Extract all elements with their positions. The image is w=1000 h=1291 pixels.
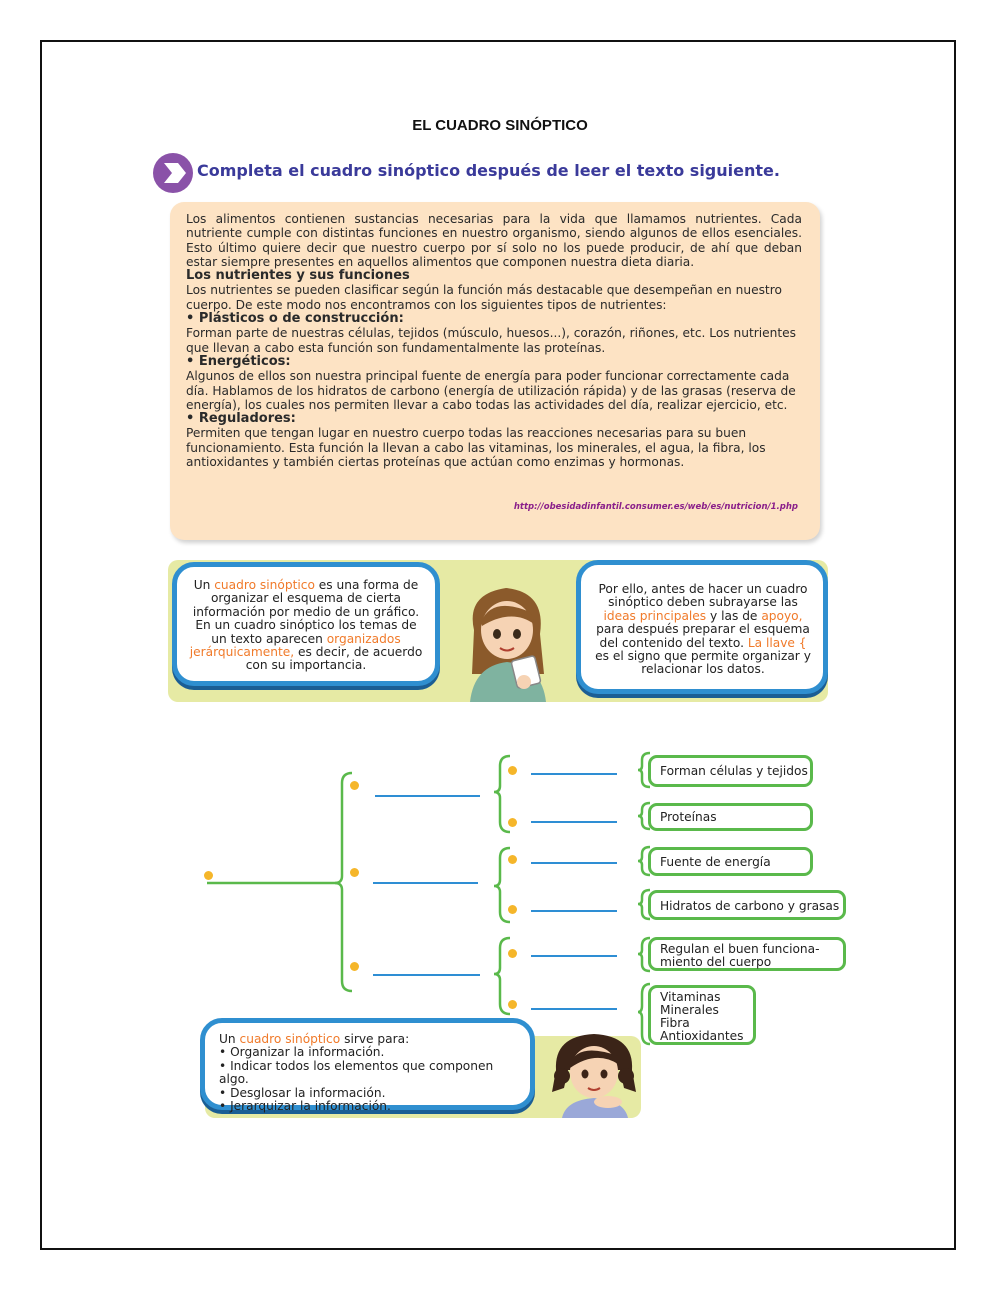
reading-heading: Los nutrientes y sus funciones [186, 268, 410, 284]
bullet-dot [508, 766, 517, 775]
bubble-procedure: Por ello, antes de hacer un cuadro sinóptico deben subrayarse las ideas principales y las de apoyo, para después preparar el esquema del contenido del texto. La llave { es el signo que permite organizar y relacionar los datos. [576, 560, 828, 694]
bullet-dot [204, 871, 213, 880]
answer-line-level2-1[interactable] [531, 773, 617, 775]
answer-line-level2-4[interactable] [531, 910, 617, 912]
answer-line-level2-3[interactable] [531, 862, 617, 864]
box-forman-celulas: Forman células y tejidos [648, 755, 813, 787]
bullet-dot [350, 962, 359, 971]
girl-thinking-illustration [548, 1030, 640, 1118]
answer-line-level2-2[interactable] [531, 821, 617, 823]
bullet-dot [508, 949, 517, 958]
text-energeticos: Algunos de ellos son nuestra principal fuente de energía para poder funcionar correctamente cada día. Hablamos de los hidratos de carbono (energía de utilización rápida) y de las grasas (reserva de energía), los cuales nos permiten llevar a cabo todas las actividades del día, realizar ejercicio, etc. [186, 369, 796, 412]
heading-plasticos: • Plásticos o de construcción: [186, 311, 404, 327]
box-vitaminas-list: Vitaminas Minerales Fibra Antioxidantes [648, 985, 756, 1045]
heading-energeticos: • Energéticos: [186, 353, 291, 369]
text-reguladores: Permiten que tengan lugar en nuestro cuerpo todas las reacciones necesarias para su buen funcionamiento. Esta función la llevan a cabo las vitaminas, los minerales, el agua, la fibra, los antioxidantes y también ciertas proteínas que actúan como enzimas y hormonas. [186, 426, 766, 470]
reading-para1: Los nutrientes se pueden clasificar según la función más destacable que desempeñan en nuestro cuerpo. De este modo nos encontramos con los siguientes tipos de nutrientes: [186, 283, 782, 312]
answer-line-level1-1[interactable] [375, 795, 480, 797]
box-regulan: Regulan el buen funciona- miento del cuerpo [648, 937, 846, 971]
box-fuente-energia: Fuente de energía [648, 847, 813, 876]
answer-line-level1-2[interactable] [373, 882, 478, 884]
use-item: • Desglosar la información. [219, 1085, 386, 1100]
use-item: • Indicar todos los elementos que componen algo. [219, 1058, 494, 1087]
bullet-dot [508, 905, 517, 914]
bullet-dot [350, 781, 359, 790]
source-url[interactable]: http://obesidadinfantil.consumer.es/web/es/nutricion/1.php [513, 501, 798, 512]
reading-intro: Los alimentos contienen sustancias necesarias para la vida que llamamos nutrientes. Cada nutriente cumple con distintas funciones en nuestro organismo, siendo algunos de ellos esenciales. Esto último quiere decir que nuestro cuerpo por sí solo no los puede producir, de ahí que deban estar siempre presentes en aquellos alimentos que componen nuestra dieta diaria. [186, 212, 802, 269]
bullet-dot [508, 855, 517, 864]
answer-line-level2-5[interactable] [531, 955, 617, 957]
page-title: EL CUADRO SINÓPTICO [412, 117, 588, 134]
bullet-dot [350, 868, 359, 877]
box-proteinas: Proteínas [648, 803, 813, 831]
heading-reguladores: • Reguladores: [186, 411, 296, 427]
bubble-uses: Un cuadro sinóptico sirve para: • Organizar la información. • Indicar todos los elementos que componen algo. • Desglosar la información. • Jerarquizar la información. [200, 1018, 535, 1110]
instruction-text: Completa el cuadro sinóptico después de leer el texto siguiente. [197, 161, 780, 180]
box-hidratos-grasas: Hidratos de carbono y grasas [648, 890, 846, 920]
use-item: • Organizar la información. [219, 1045, 385, 1060]
answer-line-level2-6[interactable] [531, 1008, 617, 1010]
use-item: • Jerarquizar la información. [219, 1099, 391, 1114]
bullet-dot [508, 818, 517, 827]
bubble-definition: Un cuadro sinóptico es una forma de organizar el esquema de cierta información por medio de un gráfico. En un cuadro sinóptico los temas de un texto aparecen organizados jerárquicamente, es decir, de acuerdo con su importancia. [172, 562, 440, 686]
answer-line-level1-3[interactable] [373, 974, 480, 976]
text-plasticos: Forman parte de nuestras células, tejidos (músculo, huesos...), corazón, riñones, etc. Los nutrientes que llevan a cabo esta función son fundamentalmente las proteínas. [186, 326, 797, 355]
bullet-dot [508, 1000, 517, 1009]
